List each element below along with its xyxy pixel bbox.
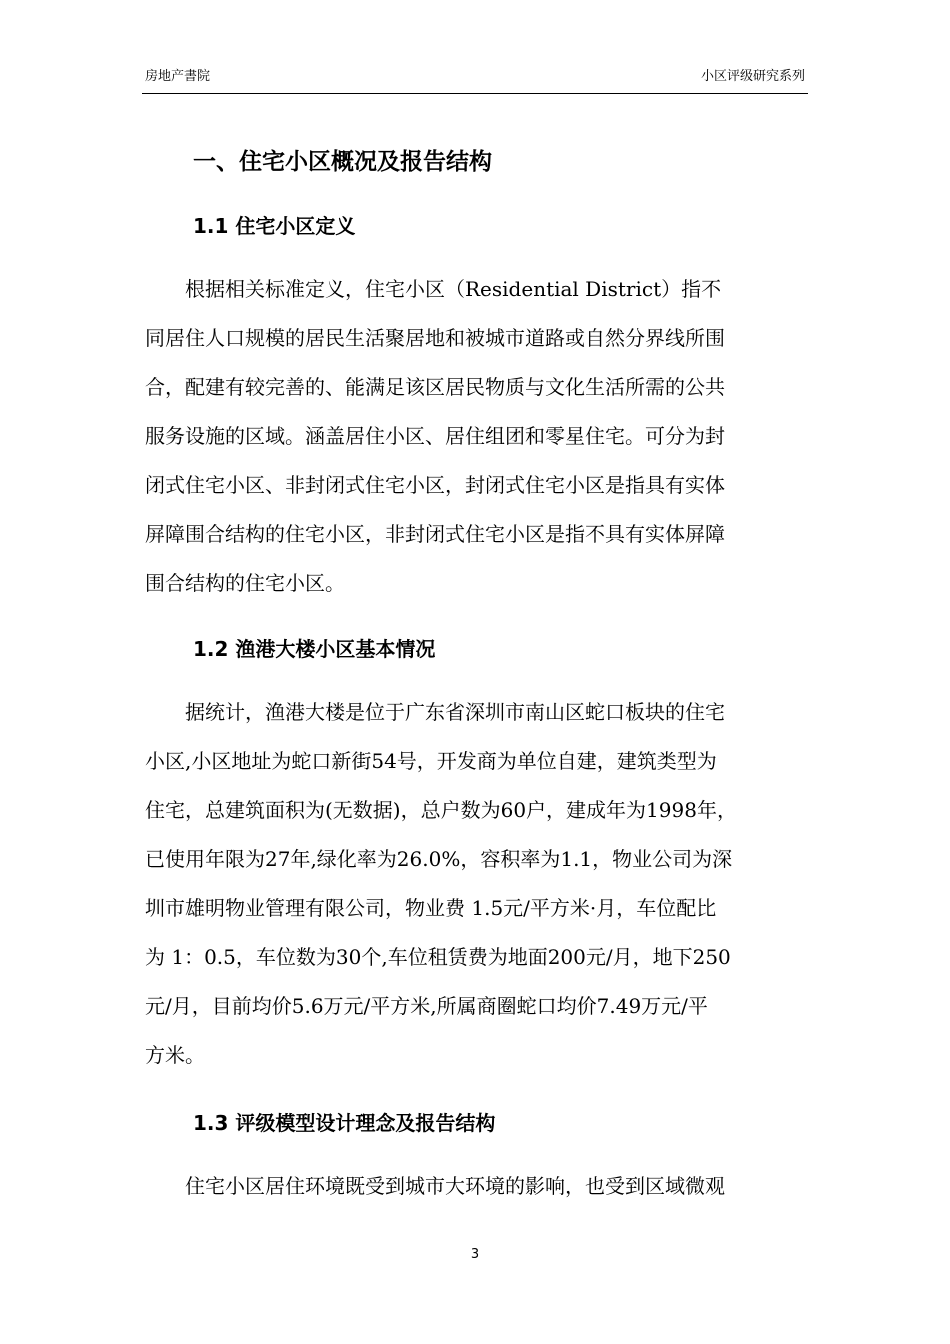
header-divider — [142, 93, 808, 94]
header-series-title: 小区评级研究系列 — [700, 69, 805, 84]
section-body-1-1 — [145, 265, 725, 608]
body-line: 小区,小区地址为蛇口新街54号，开发商为单位自建，建筑类型为 — [145, 749, 717, 773]
body-line: 围合结构的住宅小区。 — [145, 571, 345, 595]
chapter-heading: 一、住宅小区概况及报告结构 — [193, 149, 492, 175]
page-number: 3 — [470, 1247, 480, 1262]
section-body-1-3 — [145, 1162, 725, 1211]
body-line: 为 1：0.5，车位数为30个,车位租赁费为地面200元/月，地下250 — [145, 945, 731, 969]
body-line: 闭式住宅小区、非封闭式住宅小区，封闭式住宅小区是指具有实体 — [145, 473, 725, 497]
body-line: 方米。 — [145, 1043, 205, 1067]
section-heading-1-2: 1.2 渔港大楼小区基本情况 — [193, 637, 436, 661]
header-publisher: 房地产書院 — [145, 69, 211, 84]
body-line: 服务设施的区域。涵盖居住小区、居住组团和零星住宅。可分为封 — [145, 424, 725, 448]
body-line: 据统计，渔港大楼是位于广东省深圳市南山区蛇口板块的住宅 — [145, 700, 725, 724]
body-line: 圳市雄明物业管理有限公司，物业费 1.5元/平方米·月，车位配比 — [145, 896, 717, 920]
section-heading-1-3: 1.3 评级模型设计理念及报告结构 — [193, 1111, 496, 1135]
body-line: 已使用年限为27年,绿化率为26.0%，容积率为1.1，物业公司为深 — [145, 847, 733, 871]
section-heading-1-1: 1.1 住宅小区定义 — [193, 214, 356, 238]
body-line: 同居住人口规模的居民生活聚居地和被城市道路或自然分界线所围 — [145, 326, 725, 350]
body-line: 元/月，目前均价5.6万元/平方米,所属商圈蛇口均价7.49万元/平 — [145, 994, 708, 1018]
body-line: 合，配建有较完善的、能满足该区居民物质与文化生活所需的公共 — [145, 375, 725, 399]
section-body-1-2 — [145, 688, 737, 1080]
body-line: 住宅，总建筑面积为(无数据)，总户数为60户，建成年为1998年， — [145, 798, 737, 822]
body-line: 根据相关标准定义，住宅小区（Residential District）指不 — [145, 277, 722, 301]
body-line: 屏障围合结构的住宅小区，非封闭式住宅小区是指不具有实体屏障 — [145, 522, 725, 546]
body-line: 住宅小区居住环境既受到城市大环境的影响，也受到区域微观 — [145, 1174, 725, 1198]
